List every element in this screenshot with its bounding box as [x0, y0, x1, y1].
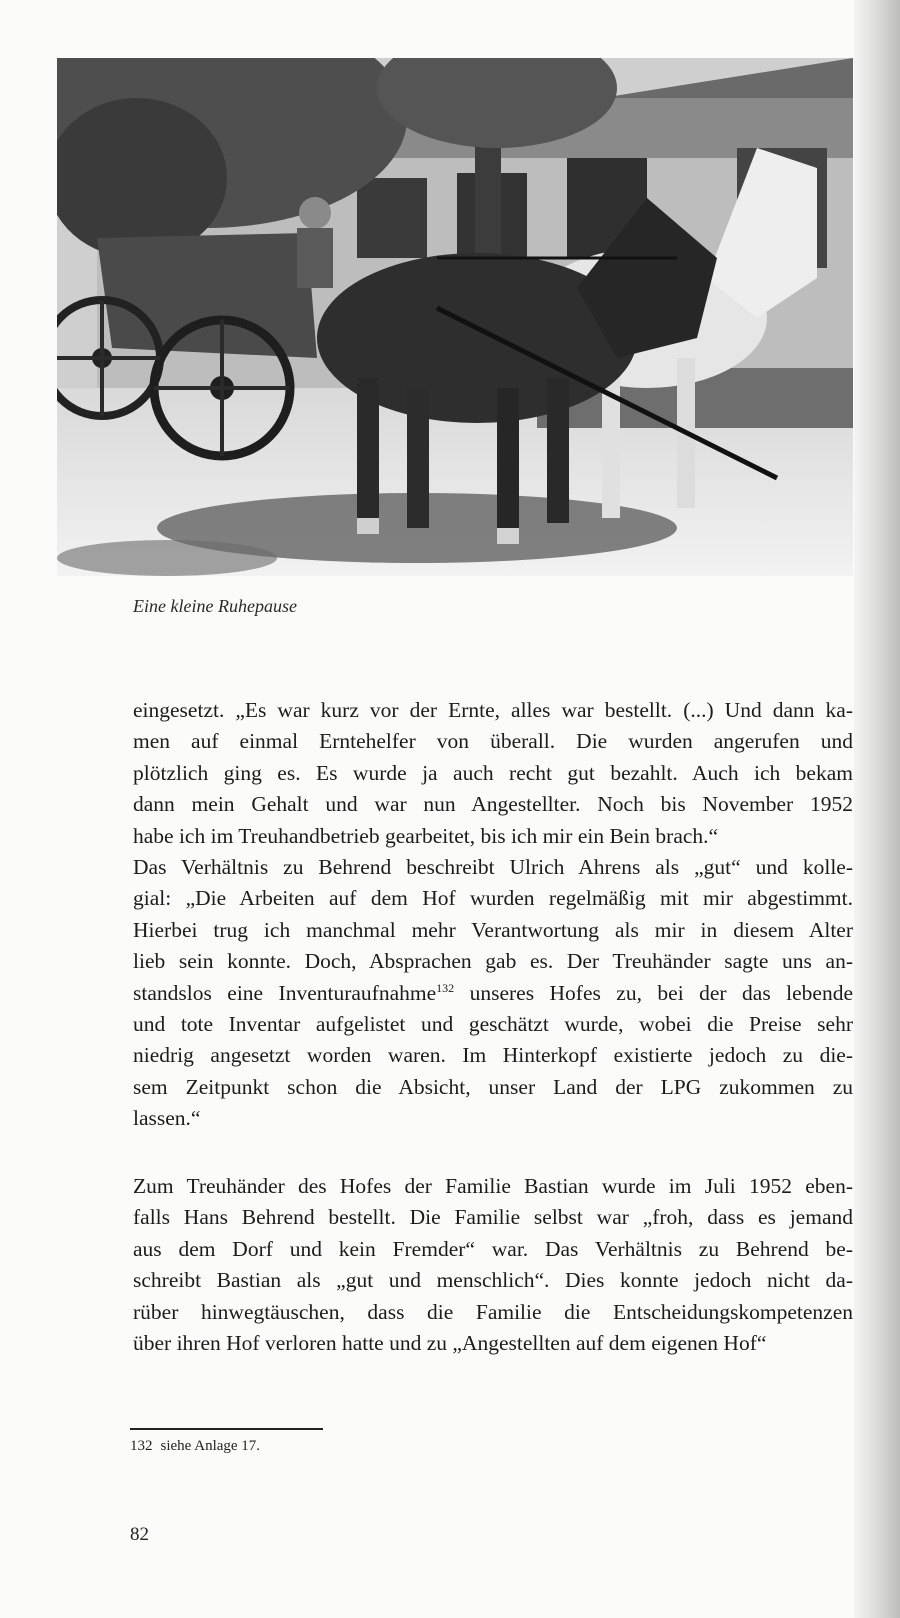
text-line: lassen.“ [133, 1106, 201, 1131]
text-line: Das Verhältnis zu Behrend beschreibt Ulrich Ahrens als „gut“ und kolle- [133, 855, 853, 880]
footnote-reference: 132 [436, 980, 455, 995]
text-line: schreibt Bastian als „gut und menschlich“. Dies konnte jedoch nicht da- [133, 1268, 853, 1293]
photo-caption: Eine kleine Ruhepause [133, 596, 297, 616]
text-line: falls Hans Behrend bestellt. Die Familie selbst war „froh, dass es jemand [133, 1205, 853, 1230]
text-line: aus dem Dorf und kein Fremder“ war. Das Verhältnis zu Behrend be- [133, 1236, 853, 1261]
page-number: 82 [130, 1524, 149, 1545]
text-segment: standslos eine Inventuraufnahme [133, 980, 437, 1005]
text-line: und tote Inventar aufgelistet und geschätzt wurde, wobei die Preise sehr [133, 1012, 853, 1037]
text-line: sem Zeitpunkt schon die Absicht, unser Land der LPG zukommen zu [133, 1074, 853, 1099]
text-line: eingesetzt. „Es war kurz vor der Ernte, alles war bestellt. (...) Und dann ka- [133, 698, 853, 722]
text-line: plötzlich ging es. Es wurde ja auch recht gut bezahlt. Auch ich bekam [133, 760, 853, 785]
text-line-with-footnote-ref [133, 978, 853, 1009]
text-line: rüber hinwegtäuschen, dass die Familie die Entscheidungskompetenzen [133, 1299, 853, 1324]
footnote [130, 1438, 260, 1455]
footnote-divider [130, 1428, 323, 1430]
text-line: habe ich im Treuhandbetrieb gearbeitet, bis ich mir ein Bein brach.“ [133, 823, 719, 848]
text-line: men auf einmal Erntehelfer von überall. Die wurden angerufen und [133, 729, 853, 754]
text-line: lieb sein konnte. Doch, Absprachen gab es. Der Treuhänder sagte uns an- [133, 949, 853, 974]
text-line: gial: „Die Arbeiten auf dem Hof wurden regelmäßig mit mir abgestimmt. [133, 886, 853, 911]
footnote-text: siehe Anlage 17. [160, 1438, 261, 1454]
text-segment: unseres Hofes zu, bei der das lebende [454, 980, 853, 1005]
text-line: Zum Treuhänder des Hofes der Familie Bastian wurde im Juli 1952 eben- [133, 1174, 853, 1198]
footnote-number: 132 [130, 1438, 153, 1454]
body-paragraph-1 [133, 695, 853, 1135]
text-line: Hierbei trug ich manchmal mehr Verantwortung als mir in diesem Alter [133, 917, 853, 942]
horse-cart-photo [57, 58, 853, 576]
text-line: niedrig angesetzt worden waren. Im Hinterkopf existierte jedoch zu die- [133, 1043, 853, 1068]
horse-cart-illustration [57, 58, 853, 576]
page-edge-shadow [854, 0, 900, 1618]
text-line: dann mein Gehalt und war nun Angestellter. Noch bis November 1952 [133, 792, 853, 817]
text-line: über ihren Hof verloren hatte und zu „Angestellten auf dem eigenen Hof“ [133, 1331, 767, 1356]
body-paragraph-2 [133, 1171, 853, 1359]
